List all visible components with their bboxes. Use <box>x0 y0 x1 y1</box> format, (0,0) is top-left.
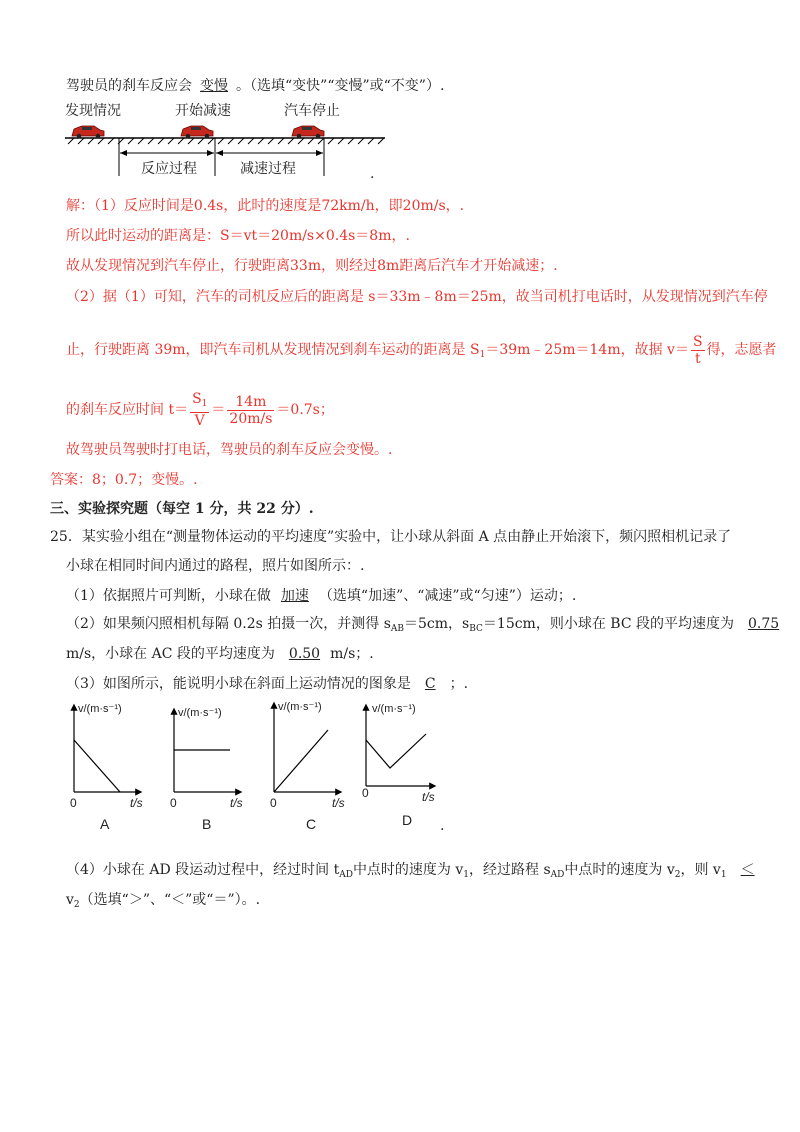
line-brake-reaction <box>66 76 444 96</box>
text: （4）小球在 AD 段运动过程中，经过时间 t <box>66 862 340 878</box>
denominator: 20m/s <box>229 410 273 427</box>
answer-blank: C <box>424 676 436 692</box>
text: （选填“＞”、“＜”或“＝”）。. <box>79 892 261 908</box>
label-brake: 开始减速 <box>175 102 231 118</box>
text: 中点时的速度为 v <box>352 862 464 878</box>
graph-d <box>366 706 434 786</box>
answer-blank: 0.50 <box>288 646 321 662</box>
subscript: 1 <box>479 350 486 360</box>
origin-label: 0 <box>270 796 277 810</box>
velocity-line <box>274 730 328 792</box>
numerator: 14m <box>227 394 274 411</box>
fraction <box>691 334 705 367</box>
graph-name: D <box>402 812 413 828</box>
subscript: AD <box>339 870 353 880</box>
text: 。（选填“变快”“变慢”或“不变”）. <box>236 78 445 94</box>
text: v <box>66 892 74 908</box>
solution-line-4: （2）据（1）可知，汽车的司机反应后的距离是 s＝33m﹣8m＝25m，故当司机打电话时，从发现情况到汽车停 <box>66 289 768 305</box>
text: 中点时的速度为 v <box>564 862 675 878</box>
graph-options <box>60 700 460 840</box>
car-icon <box>181 126 213 138</box>
text: 的刹车反应时间 t＝ <box>66 402 189 418</box>
text: S <box>192 391 202 407</box>
numerator <box>190 391 209 413</box>
graph-b <box>174 710 240 792</box>
velocity-line <box>74 740 120 792</box>
text: （1）依据照片可判断，小球在做 <box>66 588 271 604</box>
subscript: AB <box>390 624 405 634</box>
text: （选填“加速”、“减速”或“匀速”）运动；. <box>318 588 577 604</box>
subscript: 1 <box>720 870 727 880</box>
x-axis-label: t/s <box>332 796 345 810</box>
graph-a <box>74 706 140 792</box>
fraction <box>190 391 209 429</box>
question-25-part-4 <box>66 860 757 885</box>
y-axis-label: v/(m·s⁻¹) <box>78 703 122 715</box>
text: ，经过路程 s <box>469 862 551 878</box>
answer-blank: 加速 <box>280 588 309 604</box>
text: . <box>440 818 445 834</box>
x-axis-label: t/s <box>230 796 243 810</box>
answer-blank: 0.75 <box>748 616 780 632</box>
text: ＝5cm，s <box>404 616 470 632</box>
answer-blank: ＜ <box>740 862 755 878</box>
text: 驾驶员的刹车反应会 <box>66 78 192 94</box>
question-25-part-1 <box>66 586 576 606</box>
question-25-part-3 <box>66 674 468 694</box>
graph-name: B <box>202 816 212 832</box>
x-axis-label: t/s <box>130 796 143 810</box>
y-axis-label: v/(m·s⁻¹) <box>278 701 322 713</box>
text: 得，志愿者 <box>706 342 777 358</box>
graph-name: A <box>100 816 110 832</box>
label-found: 发现情况 <box>65 102 121 118</box>
question-25-part-2-cont <box>66 644 374 664</box>
subscript: 2 <box>73 900 80 910</box>
solution-line-2: 所以此时运动的距离是：S＝vt＝20m/s×0.4s＝8m，. <box>66 228 410 244</box>
answer-line: 答案：8；0.7；变慢。. <box>50 472 198 488</box>
subscript: 1 <box>463 870 470 880</box>
origin-label: 0 <box>362 786 369 800</box>
answer-blank: 变慢 <box>200 78 228 94</box>
section-heading: 三、实验探究题（每空 1 分，共 22 分）. <box>50 501 314 517</box>
label-reaction: 反应过程 <box>132 158 206 178</box>
question-25-part-2 <box>66 614 783 639</box>
car-icon <box>292 126 324 138</box>
text: ＝ <box>211 402 226 418</box>
text: ＝39m﹣25m＝14m，故据 v＝ <box>485 342 689 358</box>
label-stop: 汽车停止 <box>284 102 340 118</box>
text: . <box>370 166 375 182</box>
velocity-line <box>366 734 426 768</box>
origin-label: 0 <box>70 796 77 810</box>
solution-line-3: 故从发现情况到汽车停止，行驶距离33m，则经过8m距离后汽车才开始减速；. <box>66 258 558 274</box>
graph-name: C <box>306 816 317 832</box>
label-decel: 减速过程 <box>230 158 306 178</box>
car-diagram <box>60 98 390 180</box>
question-25-stem-2: 小球在相同时间内通过的路程，照片如图所示：. <box>66 558 365 574</box>
text: m/s；. <box>330 646 374 662</box>
subscript: AD <box>550 870 565 880</box>
graphs-svg <box>60 700 460 840</box>
text: （2）如果频闪照相机每隔 0.2s 拍摄一次，并测得 s <box>66 616 391 632</box>
text: （3）如图所示，能说明小球在斜面上运动情况的图象是 <box>66 676 411 692</box>
solution-line-5 <box>66 332 777 373</box>
denominator: V <box>194 413 205 429</box>
fraction <box>227 394 274 427</box>
solution-line-6 <box>66 390 334 430</box>
y-axis-label: v/(m·s⁻¹) <box>178 707 222 719</box>
question-25-part-4-cont <box>66 890 260 915</box>
text: ，则 v <box>680 862 721 878</box>
subscript: 2 <box>674 870 681 880</box>
graph-c <box>274 704 340 792</box>
y-axis-label: v/(m·s⁻¹) <box>372 703 416 715</box>
x-axis-label: t/s <box>422 790 435 804</box>
solution-line-1: 解：（1）反应时间是0.4s，此时的速度是72km/h，即20m/s，. <box>66 198 465 214</box>
solution-line-7: 故驾驶员驾驶时打电话，驾驶员的刹车反应会变慢。. <box>66 442 393 458</box>
numerator: S <box>692 333 703 350</box>
text: ＝15cm，则小球在 BC 段的平均速度为 <box>482 616 734 632</box>
subscript: 1 <box>201 399 208 409</box>
origin-label: 0 <box>170 796 177 810</box>
car-icon <box>72 126 104 138</box>
text: ＝0.7s； <box>276 402 334 418</box>
text: 止，行驶距离 39m，即汽车司机从发现情况到刹车运动的距离是 S <box>66 342 480 358</box>
text: ；. <box>449 676 469 692</box>
text: m/s，小球在 AC 段的平均速度为 <box>66 646 275 662</box>
subscript: BC <box>469 624 483 634</box>
denominator: t <box>694 350 701 367</box>
question-25-stem: 25．某实验小组在“测量物体运动的平均速度”实验中，让小球从斜面 A 点由静止开始滚下，频闪照相机记录了 <box>50 529 732 545</box>
